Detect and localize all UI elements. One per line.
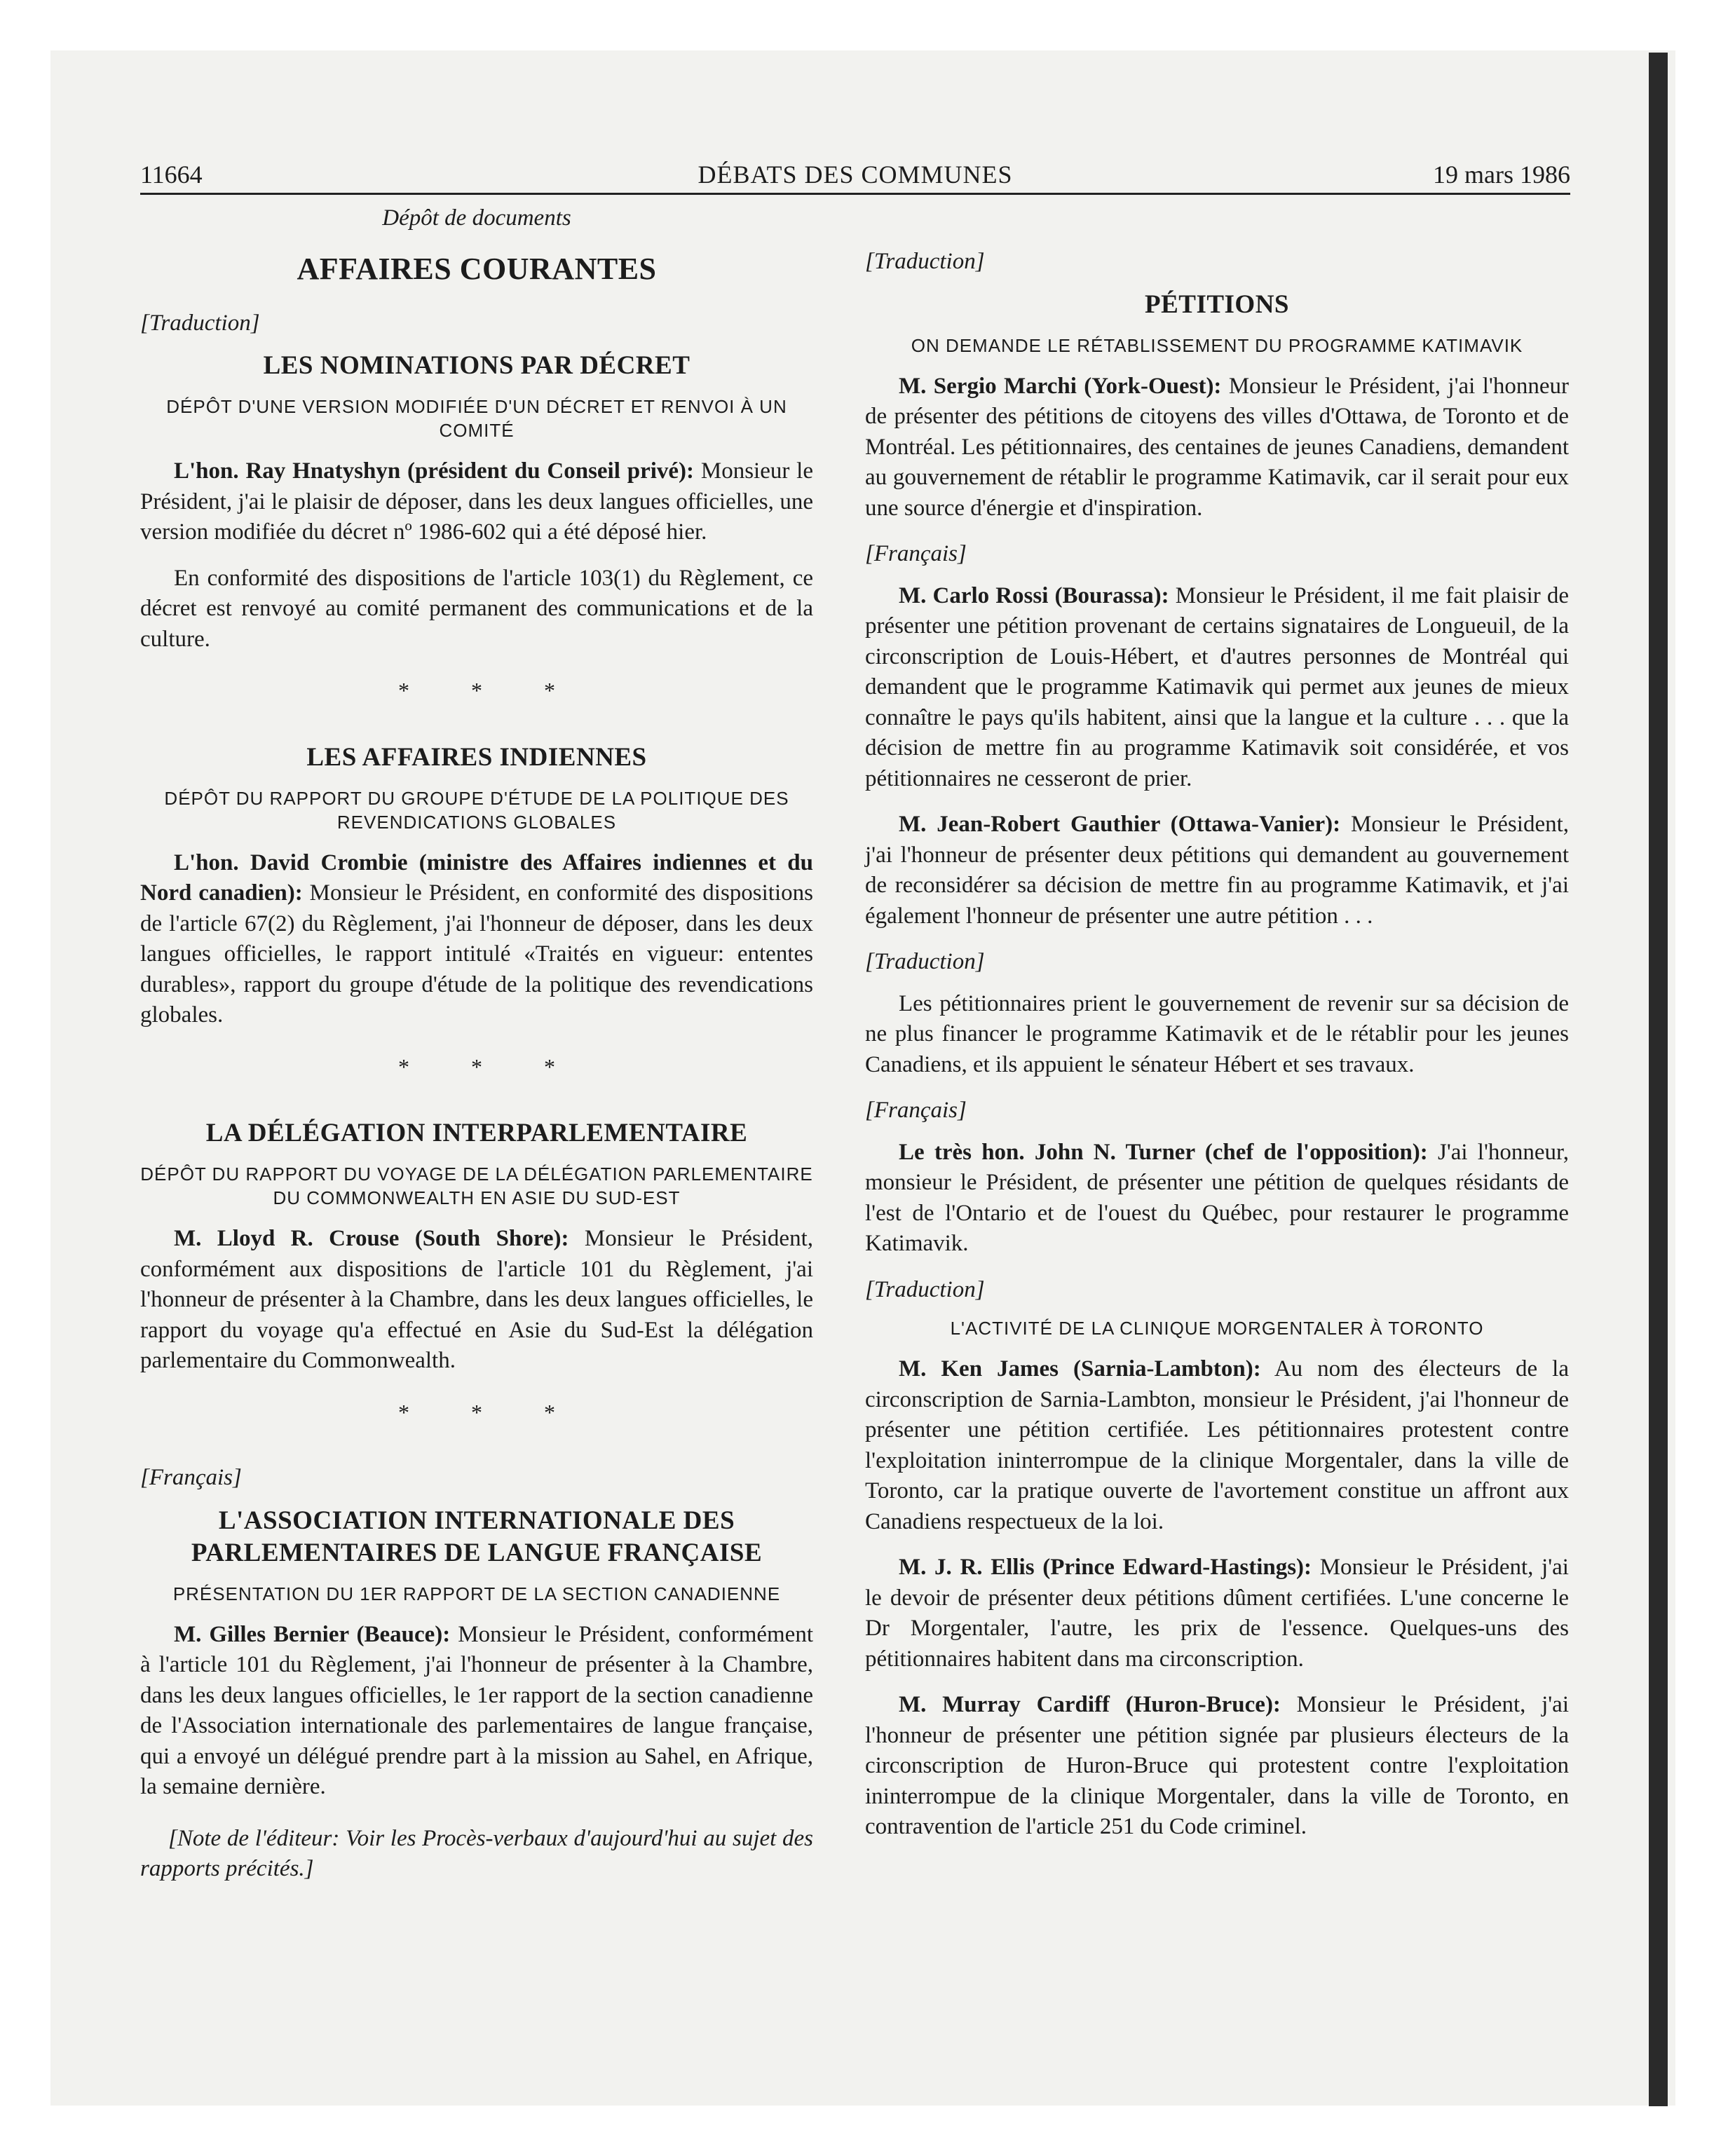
paragraph-crouse (140, 1224, 813, 1377)
heading-association: L'ASSOCIATION INTERNATIONALE DES PARLEMENTAIRES DE LANGUE FRANÇAISE (191, 1506, 763, 1567)
speech-text: Monsieur le Président, j'ai le plaisir de déposer, dans les deux langues officielles, une version modifiée du décret nº 1986-602 qui a été déposé hier. (140, 458, 813, 545)
paragraph-hnatyshyn (140, 456, 813, 548)
heading-delegation: LA DÉLÉGATION INTERPARLEMENTAIRE (205, 1119, 748, 1147)
heading-petitions: PÉTITIONS (1144, 289, 1289, 319)
speech-text: Monsieur le Président, j'ai l'honneur de présenter des pétitions de citoyens des villes d'Ottawa, de Toronto et de Montréal. Les pétitionnaires, des centaines de jeunes Canadiens, demandent au gouvernement de rétablir le programme Katimavik, car il serait pour eux une source d'énergie et d'inspiration. (865, 373, 1569, 521)
speech-text: Monsieur le Président, j'ai l'honneur de présenter deux pétitions qui demandent au gouvernement de reconsidérer sa décision de mettre fin au programme Katimavik, et j'ai également l'honneur de présenter une autre pétition . . . (865, 812, 1570, 929)
speaker-name: M. Murray Cardiff (Huron-Bruce): (899, 1692, 1281, 1717)
speaker-name: M. Ken James (Sarnia-Lambton): (899, 1356, 1261, 1381)
left-column (140, 203, 813, 1900)
subheading-delegation: DÉPÔT DU RAPPORT DU VOYAGE DE LA DÉLÉGATION PARLEMENTAIRE DU COMMONWEALTH EN ASIE DU SUD-EST (140, 1164, 813, 1208)
speaker-name: M. Sergio Marchi (York-Ouest): (899, 373, 1222, 399)
section-title-affaires-courantes: AFFAIRES COURANTES (297, 251, 657, 286)
paragraph-marchi (865, 371, 1569, 524)
speech-text: Monsieur le Président, conformément aux dispositions de l'article 101 du Règlement, j'ai l'honneur de présenter à la Chambre, dans les deux langues officielles, le rapport du voyage qu'a effectué en Asie du Sud-Est la délégation parlementaire du Commonwealth. (140, 1226, 813, 1373)
paragraph-renvoi: En conformité des dispositions de l'article 103(1) du Règlement, ce décret est renvoyé au comité permanent des communications et de la culture. (140, 565, 813, 652)
editor-note: [Note de l'éditeur: Voir les Procès-verbaux d'aujourd'hui au sujet des rapports précités.] (140, 1825, 813, 1881)
subheading-nominations: DÉPÔT D'UNE VERSION MODIFIÉE D'UN DÉCRET ET RENVOI À UN COMITÉ (166, 396, 787, 441)
paragraph-rossi (865, 581, 1569, 795)
subheading-association: PRÉSENTATION DU 1ER RAPPORT DE LA SECTION CANADIENNE (172, 1583, 781, 1604)
speaker-name: M. Jean-Robert Gauthier (Ottawa-Vanier): (899, 812, 1341, 837)
header-rule (140, 193, 1570, 195)
language-tag: [Traduction] (865, 249, 985, 274)
speech-text: Monsieur le Président, j'ai l'honneur de présenter une pétition signée par plusieurs électeurs de la circonscription de Huron-Bruce qui protestent contre l'exploitation ininterrompue de la clinique Morgentaler, dans la ville de Toronto, en contravention de l'article 251 du Code criminel. (865, 1692, 1569, 1839)
paragraph-turner (865, 1138, 1569, 1260)
heading-affaires-indiennes: LES AFFAIRES INDIENNES (306, 742, 647, 772)
page-date: 19 mars 1986 (1433, 161, 1570, 189)
speech-text: Monsieur le Président, conformément à l'article 101 du Règlement, j'ai l'honneur de présenter à la Chambre, dans les deux langues officielles, le 1er rapport de la section canadienne de l'Association internationale des parlementaires de langue française, qui a envoyé un délégué prendre part à la mission au Sahel, en Afrique, la semaine dernière. (140, 1621, 814, 1799)
page-number: 11664 (140, 161, 203, 189)
speaker-name: M. J. R. Ellis (Prince Edward-Hastings): (899, 1555, 1312, 1580)
language-tag: [Traduction] (865, 1276, 985, 1302)
heading-nominations: LES NOMINATIONS PAR DÉCRET (263, 351, 690, 380)
speech-text: Monsieur le Président, il me fait plaisir de présenter une pétition provenant de certains signataires de Longueuil, de la circonscription de Louis-Hébert, et d'autres personnes de Montréal qui demandent que le programme Katimavik qui permet aux jeunes de mieux connaître le pays qu'ils habitent, ainsi que la langue et la culture . . . que la décision de mettre fin au programme Katimavik soit considérée, et vos pétitionnaires ne cesseront de prier. (865, 582, 1569, 791)
speech-text: Monsieur le Président, en conformité des dispositions de l'article 67(2) du Règlement, j'ai l'honneur de déposer, dans les deux langues officielles, le rapport intitulé «Traités en vigueur: ententes durables», rapport du groupe d'étude de la politique des revendications globales. (140, 880, 813, 1028)
speech-text: Monsieur le Président, j'ai le devoir de présenter deux pétitions dûment certifiées. L'une concerne le Dr Morgentaler, l'autre, les prix de l'essence. Quelques-uns des pétitionnaires habitent dans ma circonscription. (865, 1555, 1569, 1672)
speaker-name: Le très hon. John N. Turner (chef de l'opposition): (899, 1139, 1428, 1165)
subheading-morgentaler: L'ACTIVITÉ DE LA CLINIQUE MORGENTALER À TORONTO (950, 1318, 1484, 1339)
speaker-name: M. Lloyd R. Crouse (South Shore): (174, 1226, 569, 1251)
speech-text: Au nom des électeurs de la circonscription de Sarnia-Lambton, monsieur le Président, j'ai l'honneur de présenter une pétition certifiée. Les pétitionnaires protestent contre l'exploitation ininterrompue de la clinique Morgentaler, dans la ville de Toronto, car la pratique ouverte de l'avortement constitue un affront aux Canadiens respectueux de la loi. (865, 1356, 1570, 1534)
language-tag: [Français] (865, 541, 967, 566)
subheading-affaires-indiennes: DÉPÔT DU RAPPORT DU GROUPE D'ÉTUDE DE LA POLITIQUE DES REVENDICATIONS GLOBALES (164, 787, 789, 833)
section-separator: * * * (398, 678, 583, 703)
language-tag: [Français] (140, 1465, 242, 1490)
paragraph-gauthier (865, 810, 1569, 932)
page-header (140, 160, 1570, 195)
language-tag: [Traduction] (140, 310, 260, 336)
paragraph-petitionnaires: Les pétitionnaires prient le gouvernement de revenir sur sa décision de ne plus financer le programme Katimavik et de le rétablir pour les jeunes Canadiens, et ils appuient le sénateur Hébert et ses travaux. (865, 990, 1569, 1077)
paragraph-james (865, 1354, 1569, 1537)
subheading-katimavik: ON DEMANDE LE RÉTABLISSEMENT DU PROGRAMME KATIMAVIK (911, 334, 1523, 356)
section-separator: * * * (398, 1053, 583, 1079)
section-separator: * * * (398, 1399, 583, 1425)
speech-text: J'ai l'honneur, monsieur le Président, de présenter une pétition de quelques résidants de l'est de l'Ontario et de l'ouest du Québec, pour restaurer le programme Katimavik. (865, 1139, 1569, 1256)
paragraph-crombie (140, 848, 813, 1031)
speaker-name: L'hon. David Crombie (ministre des Affaires indiennes et du Nord canadien): (140, 850, 813, 906)
paragraph-cardiff (865, 1690, 1569, 1843)
speaker-name: M. Gilles Bernier (Beauce): (174, 1621, 451, 1647)
speaker-name: M. Carlo Rossi (Bourassa): (899, 582, 1169, 608)
language-tag: [Français] (865, 1098, 967, 1123)
paragraph-ellis (865, 1553, 1569, 1674)
speaker-name: L'hon. Ray Hnatyshyn (président du Conseil privé): (174, 458, 695, 484)
running-head: Dépôt de documents (382, 205, 571, 231)
right-column (865, 203, 1569, 1858)
binding-edge (1649, 53, 1668, 2106)
language-tag: [Traduction] (865, 949, 985, 974)
publication-title: DÉBATS DES COMMUNES (698, 161, 1013, 189)
paragraph-bernier (140, 1620, 813, 1803)
